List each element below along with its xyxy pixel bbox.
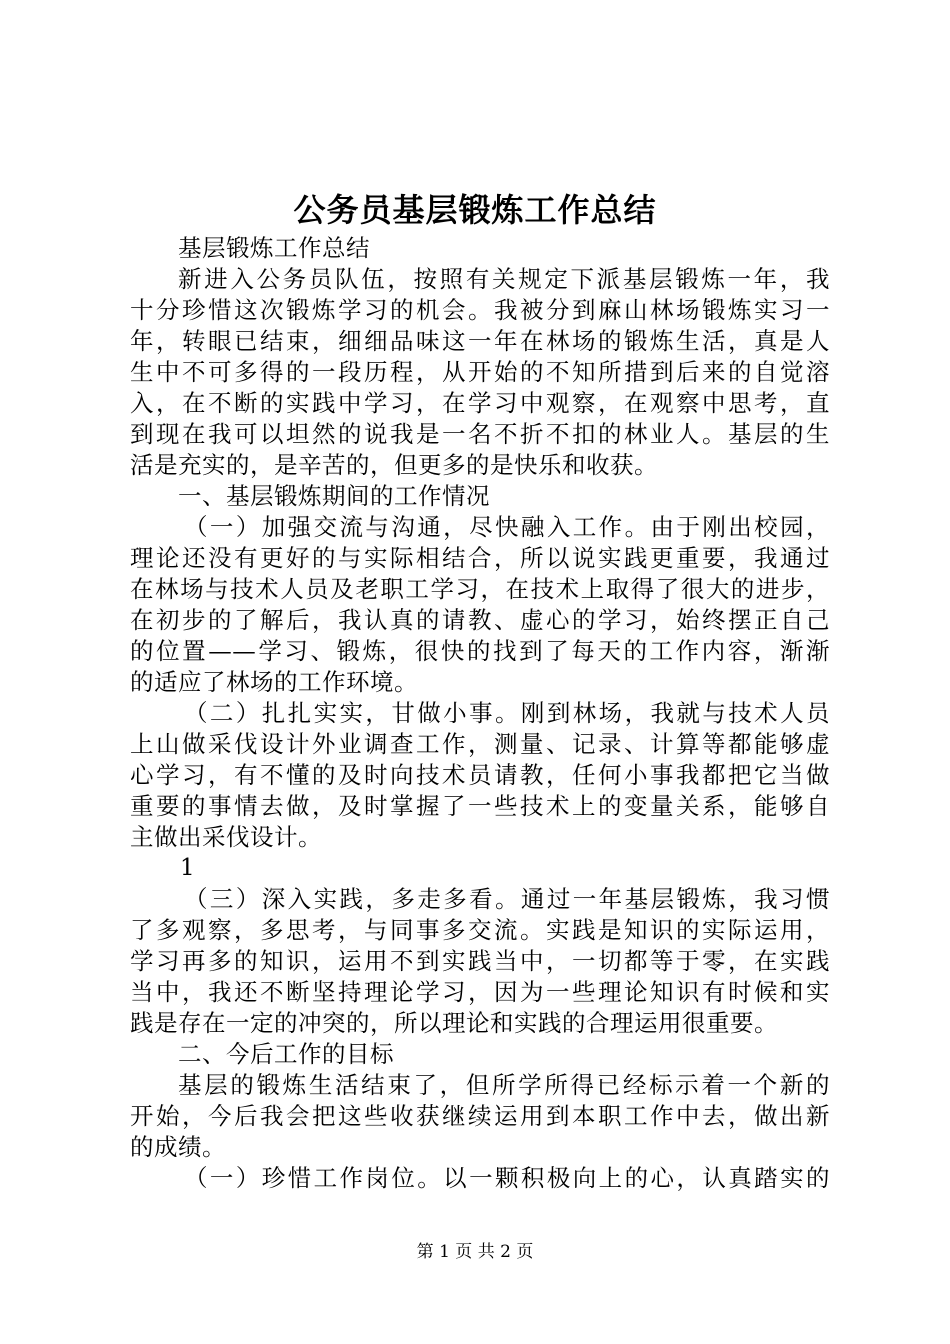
- text-line: 心学习，有不懂的及时向技术员请教，任何小事我都把它当做: [130, 761, 830, 789]
- text-line: 在初步的了解后，我认真的请教、虚心的学习，始终摆正自己: [130, 606, 830, 634]
- text-line: 主做出采伐设计。: [130, 823, 322, 851]
- text-line: 的位置——学习、锻炼，很快的找到了每天的工作内容，渐渐: [130, 637, 830, 665]
- text-line: 十分珍惜这次锻炼学习的机会。我被分到麻山林场锻炼实习一: [130, 296, 830, 324]
- text-line: 上山做采伐设计外业调查工作，测量、记录、计算等都能够虚: [130, 730, 830, 758]
- text-line: （二）扎扎实实，甘做小事。刚到林场，我就与技术人员: [184, 699, 830, 727]
- text-line: 一、基层锻炼期间的工作情况: [178, 482, 490, 510]
- text-line: 开始，今后我会把这些收获继续运用到本职工作中去，做出新: [130, 1102, 830, 1130]
- page-footer: 第 1 页 共 2 页: [416, 1242, 534, 1262]
- text-line: 践是存在一定的冲突的，所以理论和实践的合理运用很重要。: [130, 1009, 778, 1037]
- document-body: [130, 233, 830, 1194]
- text-line: 当中，我还不断坚持理论学习，因为一些理论知识有时候和实: [130, 978, 830, 1006]
- text-line: 生中不可多得的一段历程，从开始的不知所措到后来的自觉溶: [130, 358, 830, 386]
- text-line: 在林场与技术人员及老职工学习，在技术上取得了很大的进步，: [130, 575, 830, 603]
- text-line: （一）珍惜工作岗位。以一颗积极向上的心，认真踏实的: [184, 1164, 830, 1192]
- text-line: 重要的事情去做，及时掌握了一些技术上的变量关系，能够自: [130, 792, 830, 820]
- text-line: 二、今后工作的目标: [178, 1040, 394, 1068]
- text-line: 入，在不断的实践中学习，在学习中观察，在观察中思考，直: [130, 389, 830, 417]
- text-line: （一）加强交流与沟通，尽快融入工作。由于刚出校园，: [184, 513, 830, 541]
- text-line: 理论还没有更好的与实际相结合，所以说实践更重要，我通过: [130, 544, 830, 572]
- text-line: 的适应了林场的工作环境。: [130, 668, 418, 696]
- text-line: 学习再多的知识，运用不到实践当中，一切都等于零，在实践: [130, 947, 830, 975]
- text-line: 年，转眼已结束，细细品味这一年在林场的锻炼生活，真是人: [130, 327, 830, 355]
- text-line: 到现在我可以坦然的说我是一名不折不扣的林业人。基层的生: [130, 420, 830, 448]
- text-line: 的成绩。: [130, 1133, 226, 1161]
- text-line: （三）深入实践，多走多看。通过一年基层锻炼，我习惯: [184, 885, 830, 913]
- text-line: 活是充实的，是辛苦的，但更多的是快乐和收获。: [130, 451, 658, 479]
- text-line: 基层的锻炼生活结束了，但所学所得已经标示着一个新的: [178, 1071, 830, 1099]
- text-line: 基层锻炼工作总结: [178, 234, 370, 262]
- inline-page-number: 1: [180, 855, 196, 881]
- text-line: 新进入公务员队伍，按照有关规定下派基层锻炼一年，我: [178, 265, 830, 293]
- text-line: 了多观察，多思考，与同事多交流。实践是知识的实际运用，: [130, 916, 830, 944]
- document-title: 公务员基层锻炼工作总结: [293, 191, 657, 229]
